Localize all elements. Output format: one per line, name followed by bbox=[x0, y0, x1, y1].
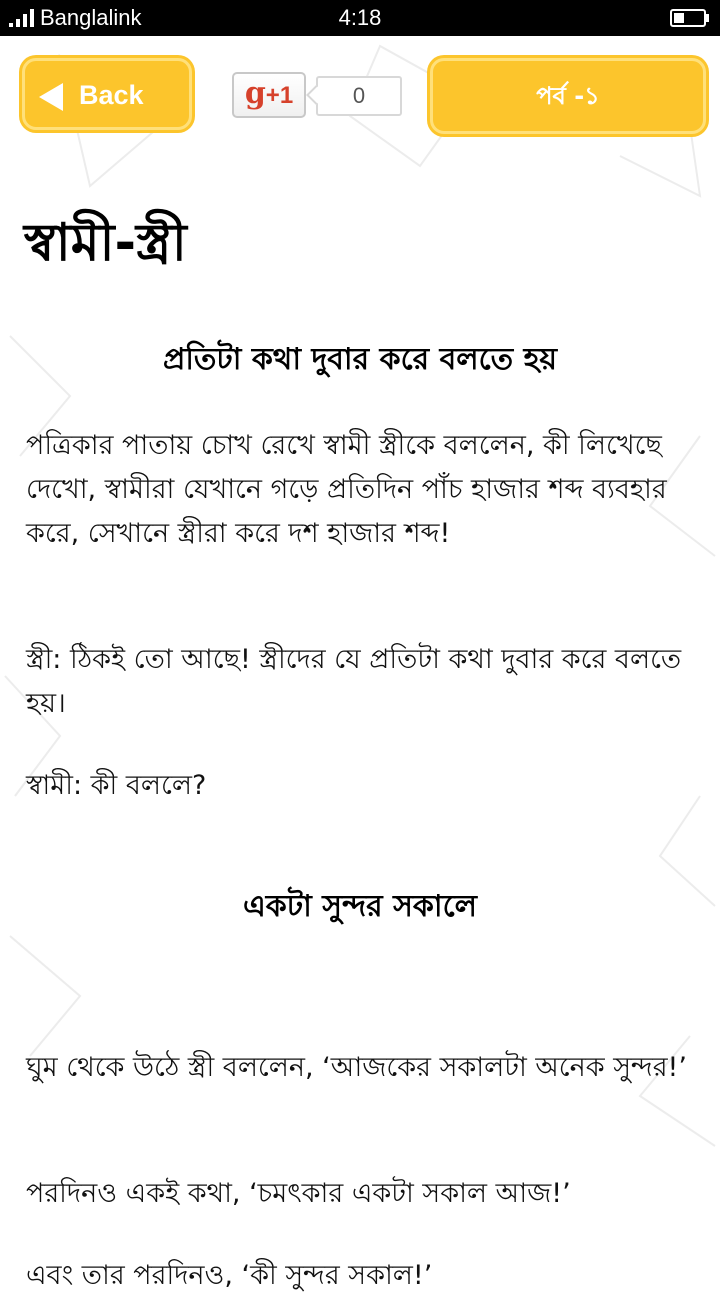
paragraph: স্ত্রী: ঠিকই তো আছে! স্ত্রীদের যে প্রতিটা কথা দুবার করে বলতে হয়। bbox=[26, 644, 682, 719]
top-toolbar bbox=[0, 36, 720, 166]
paragraph: স্বামী: কী বললে? bbox=[26, 770, 207, 801]
back-button[interactable] bbox=[22, 58, 192, 130]
carrier-name: Banglalink bbox=[40, 5, 142, 30]
paragraph: এবং তার পরদিনও, ‘কী সুন্দর সকাল!’ bbox=[26, 1260, 433, 1291]
paragraph: পরদিনও একই কথা, ‘চমৎকার একটা সকাল আজ!’ bbox=[26, 1178, 571, 1209]
episode-label: পর্ব -১ bbox=[536, 82, 600, 110]
section-heading: একটা সুন্দর সকালে bbox=[242, 889, 478, 924]
status-bar bbox=[0, 0, 720, 36]
back-label: Back bbox=[79, 80, 144, 110]
battery-icon bbox=[670, 9, 710, 27]
google-plus-icon: g bbox=[244, 76, 266, 111]
section-heading: প্রতিটা কথা দুবার করে বলতে হয় bbox=[162, 342, 558, 377]
status-clock: 4:18 bbox=[338, 5, 382, 30]
back-arrow-icon bbox=[39, 83, 63, 111]
plus-one-count: 0 bbox=[316, 76, 402, 116]
paragraph: ঘুম থেকে উঠে স্ত্রী বললেন, ‘আজকের সকালটা অনেক সুন্দর!’ bbox=[26, 1052, 687, 1083]
plus-one-label: +1 bbox=[265, 82, 294, 109]
paragraph: পত্রিকার পাতায় চোখ রেখে স্বামী স্ত্রীকে বললেন, কী লিখেছে দেখো, স্বামীরা যেখানে গড়ে প্রতিদিন পাঁচ হাজার শব্দ ব্যবহার করে, সেখানে স্ত্রীরা করে দশ হাজার শব্দ! bbox=[26, 430, 667, 549]
page-title: স্বামী-স্ত্রী bbox=[24, 213, 187, 273]
episode-button[interactable] bbox=[430, 58, 706, 134]
google-plus-one-button[interactable] bbox=[232, 72, 306, 118]
